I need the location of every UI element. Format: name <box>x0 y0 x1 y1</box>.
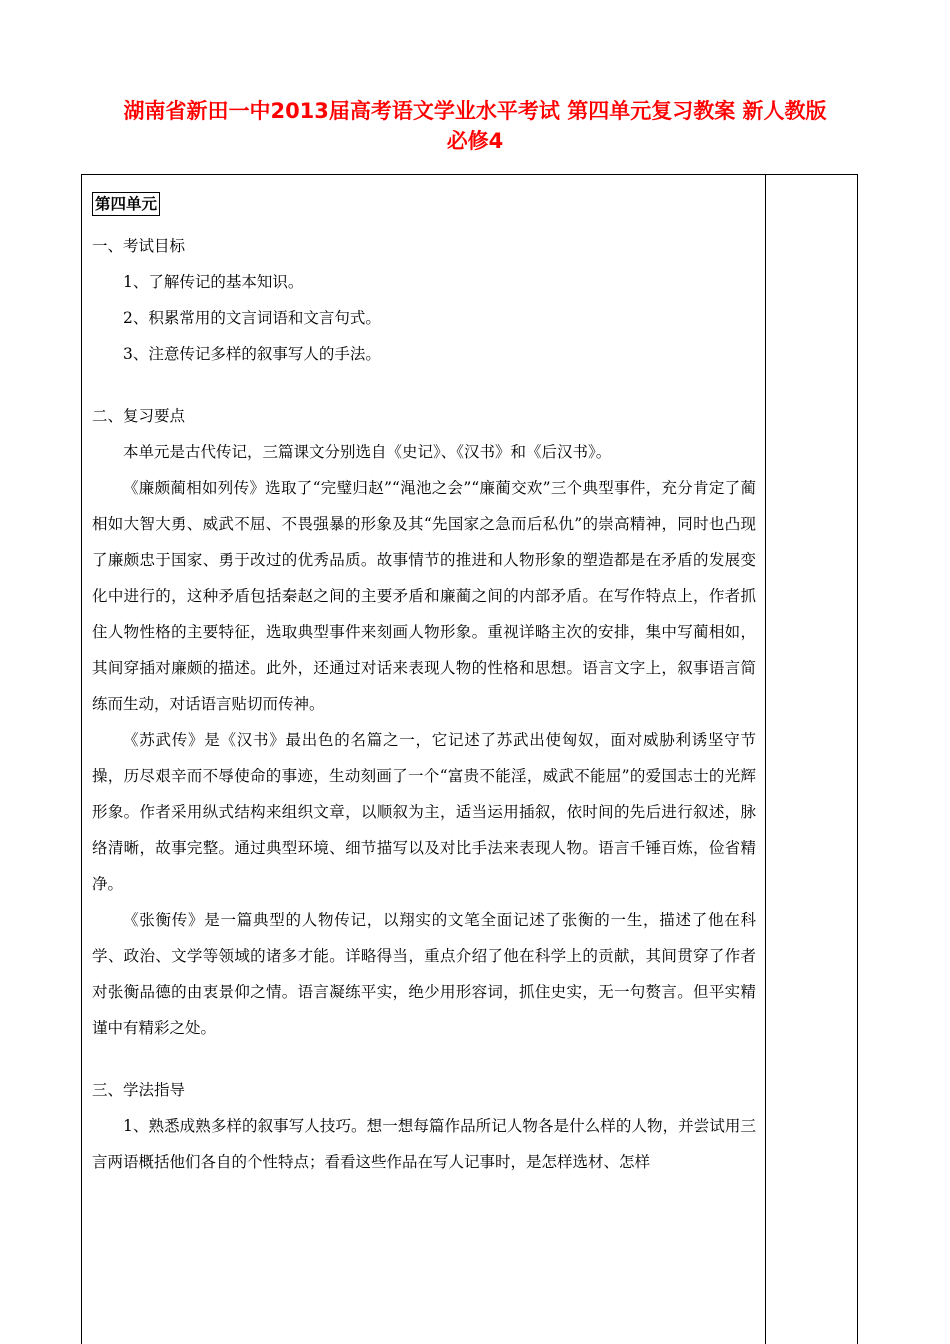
document-title-line-1: 湖南省新田一中2013届高考语文学业水平考试 第四单元复习教案 新人教版 <box>123 99 827 123</box>
table-column-divider <box>765 174 766 1344</box>
goal-item-3: 3、注意传记多样的叙事写人的手法。 <box>123 345 381 363</box>
goal-item-2: 2、积累常用的文言词语和文言句式。 <box>123 309 381 327</box>
unit-title: 第四单元 <box>92 192 160 216</box>
spacer <box>92 1046 756 1072</box>
section-heading-study-guide: 三、学法指导 <box>92 1081 186 1099</box>
document-title-line-2: 必修4 <box>446 129 504 153</box>
lesson-content-cell <box>92 186 756 1180</box>
review-paragraph-su-wu: 《苏武传》是《汉书》最出色的名篇之一，它记述了苏武出使匈奴，面对威胁利诱坚守节操，历尽艰辛而不辱使命的事迹，生动刻画了一个“富贵不能淫，威武不能屈”的爱国志士的光辉形象。作者采用纵式结构来组织文章，以顺叙为主，适当运用插叙，依时间的先后进行叙述，脉络清晰，故事完整。通过典型环境、细节描写以及对比手法来表现人物。语言千锤百炼，俭省精净。 <box>92 731 756 893</box>
spacer <box>92 372 756 398</box>
section-heading-review-points: 二、复习要点 <box>92 407 186 425</box>
review-paragraph-zhang-heng: 《张衡传》是一篇典型的人物传记，以翔实的文笔全面记述了张衡的一生，描述了他在科学、政治、文学等领域的诸多才能。详略得当，重点介绍了他在科学上的贡献，其间贯穿了作者对张衡品德的由衷景仰之情。语言凝练平实，绝少用形容词，抓住史实，无一句赘言。但平实精谨中有精彩之处。 <box>92 911 756 1037</box>
goal-item-1: 1、了解传记的基本知识。 <box>123 273 304 291</box>
review-intro: 本单元是古代传记，三篇课文分别选自《史记》、《汉书》和《后汉书》。 <box>123 443 612 461</box>
section-heading-exam-goals: 一、考试目标 <box>92 237 186 255</box>
review-paragraph-lian-po: 《廉颇蔺相如列传》选取了“完璧归赵”“渑池之会”“廉蔺交欢”三个典型事件，充分肯定了蔺相如大智大勇、威武不屈、不畏强暴的形象及其“先国家之急而后私仇”的崇高精神，同时也凸现了廉颇忠于国家、勇于改过的优秀品质。故事情节的推进和人物形象的塑造都是在矛盾的发展变化中进行的，这种矛盾包括秦赵之间的主要矛盾和廉蔺之间的内部矛盾。在写作特点上，作者抓住人物性格的主要特征，选取典型事件来刻画人物形象。重视详略主次的安排，集中写蔺相如，其间穿插对廉颇的描述。此外，还通过对话来表现人物的性格和思想。语言文字上，叙事语言简练而生动，对话语言贴切而传神。 <box>92 479 756 713</box>
study-guide-paragraph-1: 1、熟悉成熟多样的叙事写人技巧。想一想每篇作品所记人物各是什么样的人物，并尝试用三言两语概括他们各自的个性特点；看看这些作品在写人记事时，是怎样选材、怎样 <box>92 1117 756 1171</box>
